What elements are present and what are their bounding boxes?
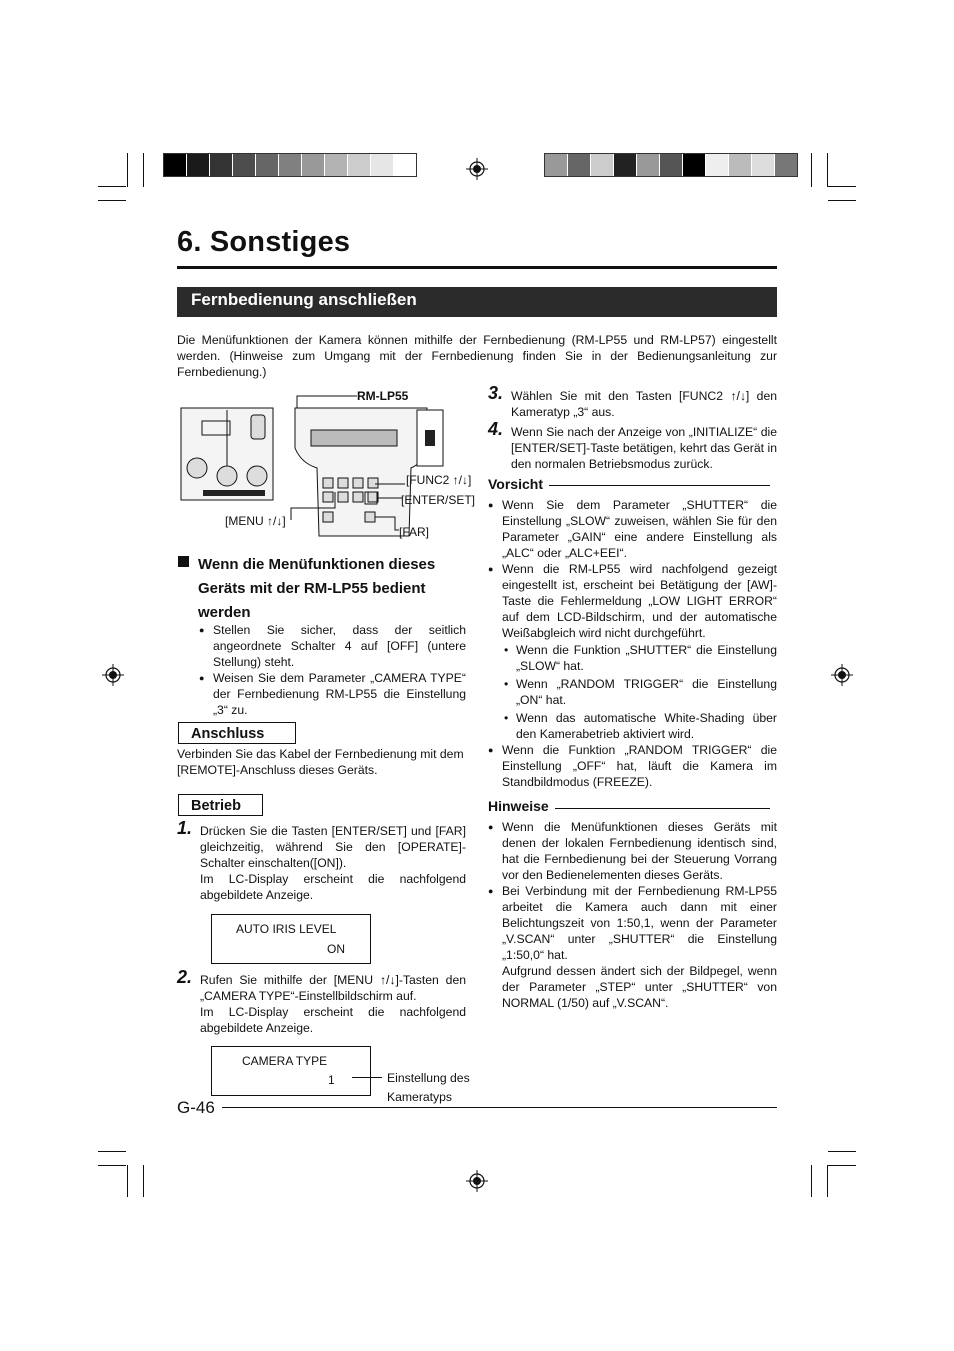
footer-rule — [222, 1107, 777, 1108]
chapter-rule — [177, 266, 777, 269]
remote-connection-illustration — [177, 388, 477, 548]
lcd-line: ON — [327, 942, 345, 956]
lcd-line: CAMERA TYPE — [242, 1054, 328, 1068]
func2-label: [FUNC2 ↑/↓] — [406, 473, 472, 487]
section-title: Fernbedienung anschließen — [191, 290, 417, 309]
registration-mark-icon — [466, 158, 488, 180]
list-item: ● Wenn die Menüfunktionen dieses Geräts mit denen der lokalen Fernbedienung identisch sind, hat die Fernbedienung bei der Steuerung Vorrang vor den Bedienelementen dieses Geräts. — [488, 819, 777, 883]
vorsicht-content — [488, 497, 777, 790]
lcd-note-line: Kameratyps — [387, 1090, 453, 1104]
intro-paragraph: Die Menüfunktionen der Kamera können mithilfe der Fernbedienung (RM-LP55 und RM-LP57) eingestellt werden. (Hinweise zum Umgang mit der Fernbedienung finden Sie in der Bedienungsanleitung zur Fernbedienung.) — [177, 333, 777, 379]
remote-diagram — [177, 388, 477, 548]
step-text: Wählen Sie mit den Tasten [FUNC2 ↑/↓] den Kameratyp „3“ aus. — [511, 389, 777, 419]
menu-label: [MENU ↑/↓] — [225, 514, 286, 528]
step-text: Im LC-Display erscheint die nachfolgend abgebildete Anzeige. — [200, 1005, 466, 1035]
step-text: Im LC-Display erscheint die nachfolgend abgebildete Anzeige. — [200, 872, 466, 902]
step-text: Wenn Sie nach der Anzeige von „INITIALIZE“ die [ENTER/SET]-Taste betätigen, kehrt das Gerät in den normalen Betriebsmodus zurück. — [511, 425, 777, 471]
step-text: Rufen Sie mithilfe der [MENU ↑/↓]-Tasten den „CAMERA TYPE“-Einstellbildschirm auf. — [200, 973, 466, 1003]
step-number: 4. — [488, 419, 504, 439]
callout-line — [352, 1077, 382, 1078]
page-number: G-46 — [177, 1098, 215, 1117]
vorsicht-heading: Vorsicht — [488, 476, 549, 492]
list-item: ● Bei Verbindung mit der Fernbedienung RM-LP55 arbeitet die Kamera auch dann mit einer Belichtungszeit von 1:50,1, wenn der Parameter „V.SCAN“ unter „SHUTTER“ die Einstellung „1:50,0“ hat. — [488, 883, 777, 963]
subsection-heading: Wenn die Menüfunktionen dieses Geräts mit der RM-LP55 bedient werden — [198, 556, 436, 621]
list-item: ● Wenn die Funktion „RANDOM TRIGGER“ die Einstellung „OFF“ hat, läuft die Kamera im Standbildmodus (FREEZE). — [488, 742, 777, 790]
list-item: ● Wenn die RM-LP55 wird nachfolgend gezeigt eingestellt ist, erscheint bei Betätigung der [AW]-Taste die Fehlermeldung „LOW LIGHT ERROR“ auf dem LCD-Bildschirm, und der automatische Weißabgleich wird nicht durchgeführt. — [488, 561, 777, 641]
hinweise-paragraph: Aufgrund dessen ändert sich der Bildpegel, wenn der Parameter „STEP“ unter „SHUTTER“ von NORMAL (1/50) auf „V.SCAN“. — [502, 964, 777, 1010]
list-item: ● Wenn Sie dem Parameter „SHUTTER“ die Einstellung „SLOW“ zuweisen, wählen Sie für den Parameter „GAIN“ eine andere Einstellung als „ALC“ oder „ALC+EEI“. — [488, 497, 777, 561]
lcd-display — [211, 914, 371, 964]
chapter-title: 6. Sonstiges — [177, 226, 351, 258]
anschluss-heading: Anschluss — [178, 722, 296, 744]
lcd-line: 1 — [328, 1073, 335, 1087]
registration-mark-icon — [831, 664, 853, 686]
hinweise-heading: Hinweise — [488, 798, 555, 814]
enter-set-label: [ENTER/SET] — [401, 493, 476, 507]
registration-mark-icon — [466, 1170, 488, 1192]
far-label: [FAR] — [399, 525, 430, 539]
list-item: ● Weisen Sie dem Parameter „CAMERA TYPE“ der Fernbedienung RM-LP55 die Einstellung „3“ zu. — [199, 670, 466, 718]
step-number: 2. — [177, 967, 193, 987]
lcd-note — [387, 1069, 470, 1107]
step-text: Drücken Sie die Tasten [ENTER/SET] und [FAR] gleichzeitig, während Sie den [OPERATE]-Schalter einschalten([ON]). — [200, 824, 466, 870]
subsection-bullets — [199, 622, 466, 718]
color-bar-right — [544, 153, 798, 177]
remote-model-label: RM-LP55 — [357, 389, 409, 403]
hinweise-content — [488, 819, 777, 1011]
registration-mark-icon — [102, 664, 124, 686]
color-bar-left — [163, 153, 417, 177]
lcd-display — [211, 1046, 371, 1096]
lcd-line: AUTO IRIS LEVEL — [236, 922, 337, 936]
heading-square-icon — [178, 556, 189, 567]
lcd-note-line: Einstellung des — [387, 1071, 470, 1085]
step-number: 1. — [177, 818, 193, 838]
anschluss-text: Verbinden Sie das Kabel der Fernbedienung mit dem [REMOTE]-Anschluss dieses Geräts. — [177, 747, 464, 777]
step-number: 3. — [488, 383, 504, 403]
betrieb-heading: Betrieb — [178, 794, 263, 816]
list-item: • Wenn „RANDOM TRIGGER“ die Einstellung „ON“ hat. — [502, 676, 777, 708]
list-item: ● Stellen Sie sicher, dass der seitlich angeordnete Schalter 4 auf [OFF] (untere Stellung) steht. — [199, 622, 466, 670]
list-item: • Wenn die Funktion „SHUTTER“ die Einstellung „SLOW“ hat. — [502, 642, 777, 674]
list-item: • Wenn das automatische White-Shading über den Kamerabetrieb aktiviert wird. — [502, 710, 777, 742]
